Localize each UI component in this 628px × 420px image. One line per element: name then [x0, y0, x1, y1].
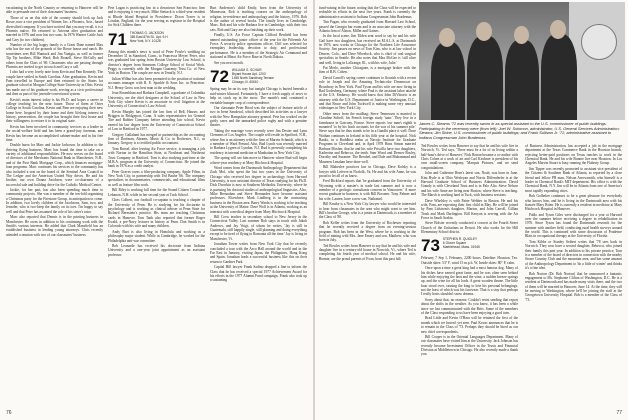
class-year-number: 72 [210, 66, 229, 86]
class-secretary-address [443, 238, 480, 250]
column-paragraph: Pete Logan is practicing law in a downtown San Francisco firm and is enjoying it very much. Mike Stettack is a third-year resident at Rhode Island Hospital in Providence. Dixon Tower is in London, England, for the year serving as registrar in the Hospital for Sick Children there. [108, 6, 205, 28]
column-paragraph: Sorry about that, no reasons: Couldn't resist sending that report about the shifts in the weather. As you know, it has been a while since we last communicated with the Brits. Some of the members of the Class responding to us have been enjoying a good turn. [421, 297, 518, 315]
column-paragraph: Those of us on this side of the country should look up Jack Rosse, now a vice president of Warner, Inc. a Phoenix, Ariz., based diversified company. If you have noticed that you may recall, it is a Phoenix native. He returned to Arizona after graduation and married in 1976 and now has two sons. In 1976 Warner Cattle Jack and Cary (to two children). [6, 15, 103, 42]
column-paragraph: Number of the big happy family is a Great Dane named Max who has the run of the grounds of the Rosse house and ranch. He sometimes sees Bill Wantuck and Jim Vanigia, as well as former Tip Tip brothers, Mike Ward, Bob Boutell, Steve McCully and others from the Class of '69. Classmates who are passing through Phoenix are invited to get in touch and Cary a call. [6, 43, 103, 69]
column-paragraph: Pat Merlo, another Chicagoan, is a mortgage broker with the firm of R.B. Cohen. [319, 66, 416, 75]
secretary-address-line: 365 East 87th St., Apt. 9-H [129, 34, 168, 39]
column-paragraph: Ted Bowles writes from Hanover to say that he and his wife and daughter live in a century-old house in Norwich, Vt., where Ted is completing his fourth year of medical school. He and his wife, Bonnie, are the proud parents of Evan, born this past fall. [319, 243, 416, 261]
column-paragraph: Capital Hill lawyer Frank Sadino dropped a line to inform the Class that he has received a special 1977 Achievement Award for his efforts in the 1977 Alumni Fund campaign. Frank also took up a sustaining [210, 265, 307, 283]
column-paragraph: Other news from the mailbag: Steve Tennessen is married to Claudine Soltoff, his French foreign study 'tutor.' They live in a farmhouse in Gascony, France. Steve reports 'our man's eighth is mounted' 'to by his book accounts for the war of his summer pile.' Steve says that he thus stands to be in a Gandhi place it well. Dave Wathan continues in Ireland in his fifth year at the hospital. Nick Banks, in a Buddhist realm at Navajo Institute for Graduate Programs in Cleveland and, in April 1978 Hans Simon married Barbara Mosher, that he and his wife Priscilla have two daughters, Katherine and Rebecca, the tenth. Sam Wood and Denver Bosley, Dorothy and Suzanne. The Breubel, and Dale and Muhammad and Maureen Lenahan have done well. [319, 111, 416, 164]
class-year-heading [108, 29, 205, 49]
secretary-name: THOMAS G. JACKSON [129, 30, 164, 35]
column-paragraph: Kevin Murphy has joined the law firm of Bell, Hauser, and Briggen in Bridgeport, Conn. A sales representative for General Tire and Rubber Company before attending law school, Kevin earned his law degree from the University of Connecticut School of Law in Hartford in 1977. [108, 109, 205, 132]
column-paragraph: Bob Keller writes from the University of Rochester reporting that he recently received a degree from an evening-session program. Bob has been in the West, where he is working in the field of mining with Mrs. Jane Emery and son, Matthew, who was born in July. [319, 220, 416, 243]
left-column-3 [210, 6, 307, 406]
class-year-number: 73 [421, 236, 440, 256]
column-paragraph: Bob Golbeker continues to be a great pleasure for everybody who knows him, and he is living in the Dartmouth area with his fiancée Mary Brien. He is currently a resident in medicine at Mary Hitchcock Hospital in Hanover. [525, 194, 622, 212]
photo-caption: James C. Stearns '72 was recently sworn in as special assistant to the U.S. commissioner of public buildings. Participating in the ceremony were (from left): Joel W. Solomon, administrator, U.S. General Services Administration; Stearns; Jim Shine, U.S. commissioner of public buildings; and Frank Sullivan Jr. '72, administrative assistant to Indiana Congressman John Brademas. [419, 121, 620, 141]
column-paragraph: Tim Pagan, who recently graduated from Harvard Law School, passed the Georgia bar exam and is an associate attorney with the Atlanta firm of Alston, Miller and Gaines. [319, 20, 416, 33]
secretary-address-line: Chicago, Ill. 60610 [231, 79, 259, 84]
column-paragraph: Jim Tipper was recently promoted to assistant vice president of the Citizens & Southern Bank of Atlanta, as reported by a close friend and fellow PR man, Nelson Arrowsmith, who himself is a leader in Chemical Bank's MIT department. His office is with the Chemical Bank, N.Y. Jim will be in Atlanta from one of America's most rapidly expanding cities. [525, 166, 622, 193]
column-paragraph: Bob Norton (Dr. Bob Norton) that he announced a fantastic engagement to Ms. Stephanie Clifton of Washington, D.C. He is a resident at Dartmouth and has made many visits there, and the two of them will be married in Hanover, June 14. At the time, they will be moving to Washington, where he'll be joining the staff at the Georgetown University Hospital. Bob is a member of the Class of '73. [525, 271, 622, 302]
column-paragraph: Kevin has been involved in community services as a leader in the social-welfare field and has been a grand-jury foreman, and Kevin has become an accomplished cabinet-maker and in his free time. [6, 124, 103, 142]
column-paragraph: Bill Cooper is in the Oriental Languages Department. Many of our classmates have visited him at the University. Jack Johnson has recently become Investment Officer in the Trusts and Financial Division at Middletown in Chicago. He also recently made a thank you. [421, 335, 518, 357]
column-paragraph: Dave Whelsley is with Paine Webber in Boston. He and his wife, Pam, are expecting their first child in May. He will be joined by Pam Lidstrom's daughter, Marion, and John Carroll, Gillian Trask and Mark Darlington. Bill Kenyon is serving with the Air Force in Saudi Arabia. [421, 198, 518, 220]
column-paragraph: Among this month's news is word of Peter Fowle's wedding on December 31 in Stamford, Conn., to Francesca Meyer. Peter, who was graduated last spring from Boston University Law School, is director's degree from Simmons College School of Social Work. Peggy is currently with the Morgan Guaranty Trust Co. of New York in Boston. The couple are now in Tenafly, N.J. [108, 49, 205, 76]
column-paragraph: Gregory Gallalanti has merged in partnership as the accounting firm of Dorfman, Abrams, Music & Co. in Rochester, N.J., as January. Gregory is a certified public accountant. [108, 132, 205, 146]
secretary-address-line: New York, N.Y. 10128 [129, 38, 161, 43]
right-page [315, 0, 628, 420]
column-paragraph: Bill Blakeslee practices law in Chicago, Dave Kolsky is a lawyer with Lefevre in Norfolk, Va. He and his wife Anne, he was proud to let all of us know. [319, 165, 416, 178]
seal-emblem [581, 24, 617, 60]
column-paragraph: Burt Anderson's child Emily, born from the University of Minnesota, Rob is teaching courses on the anthropology of religion, in-residence and anthropology and the history, 1976. Rob is the author of several books. The family lives in Cambridge, Mass. Rob and his wife Barbara live in Cambridge, with their two cats. Rob and Gary are also finishing up their work. [210, 6, 307, 32]
column-paragraph: Taking the marriage vows recently were Jim Dexter and Lynn Clements of Los Angeles. The couple will reside in Spofford, N.H., where Jim is an attorney with the firm of Marvin Schmidt, which is a member of Ward Freund. Also, Bud Lynch was recently married to Barbara Lygren of Lyndon, N.J. Bud is presently completing his residency in internal medicine at Manhattan in New York City. [210, 128, 307, 155]
column-paragraph: Chris Colbert, our football co-captain is teaching a chapter of the University of Penn. He is studying for his doctorate in psychology and is working as clinical adviser at Penn State for Richard Bernstein's practice. His team are teaching Christmas cards in Hanover. Tom Tank also reported that former Roger Ewald, a pre-Navy lecturer in history at Penn. Don Smith is in Colorado with his wife and many children. [108, 198, 205, 229]
column-paragraph: Jean Rosenblum and Barbara Campbell, a graduate of Columbia University, are the chief designers at the School of Law in New York City where Kevin is an associate in civil litigation at the University of Connecticut's Law School. [108, 91, 205, 109]
column-paragraph: Kevin's main interest today is his Ph.D. and hopes a career in college teaching for the near future. Those of them at Oster College in South Carolina. Kevin and Pam are enjoying their new home here. Inspired by their home and their lifelong interest in history, preservation, the couple has brought their first house and their willingness to restore it to its original state. [6, 97, 103, 124]
column-paragraph: of Business Administration, has accepted a job in the mortgage department at the Texas Commerce Bank in the Houston branch, rejecting better-paid positions on Texas ranches to work in the Chemical Bank. He and his wife Bonnie live near Houston. In Los Angeles Marvin Stuart is busy running the Flaherty Group. [525, 144, 622, 166]
secretary-address-line: Marblehead, Mass. 01945 [442, 245, 480, 250]
column-paragraph: Spring may be on its way but tonight Chicago is buried beneath a mid-winter blizzard. Fortunately, I have a fresh supply of news to help us stock up in the snow. The month's mail contained a veritable bumper crop of correspondence. [210, 87, 307, 105]
column-paragraph: John and Catherine Horn's latest son, Noah, was born in June. Kim Hyde is at Ohio Wesleyan and Norris Diffenderfer is at the Harvard Graduate School of Business Administration. David Grandy is with Cleveland Trust and is in Palo Alto. Steve Nelson and his wife Anne are living near Boston, where Steve is teaching. The Marsh is working hard at Tuck, with business sessions. [421, 171, 518, 197]
column-paragraph: fund-raising in the future, noting that the Class will be expected to redouble its efforts in the next five years. Frank is currently the administrative assistant to Indiana Congressman John Brademas. [319, 6, 416, 19]
right-column-2 [421, 144, 518, 414]
left-column-2 [108, 6, 205, 406]
secretary-name: WILLIAM G. SCHUR [231, 67, 262, 72]
column-paragraph: Ted Bowles writes from Hanover to say that he and his wife live in Norwich, Vt. Ted says, 'There must be a lot of us living within a half-hour's drive of Hanover.' Nick Ronan became a co-author with Chris Cohen at a work of art and Carl Kirchner is president of his own small-screen company, 'Marquis Pictures,' and we send congratulations. [421, 144, 518, 170]
class-secretary-address [130, 32, 168, 44]
secretary-address-line: 1455 North Sandburg Terrace [231, 75, 274, 80]
column-paragraph: Fred Bickford reports that 'he graduated from the University of Wyoming with a master's in trade last summer and is now a member of a geologic consultants concern in Vancouver.' A more recent graduate in business is with Bill Bocaner. Tony Palmer and his wife, Lauren, have a new son, Nathaniel. [319, 179, 416, 201]
column-paragraph: Our classmate Peter Hood was the subject of feature article of two in Irene Sandoval, which described his activities as a lawyer with the New Hampshire attorney general. Pete has worked on the grisly cases and the unmarked police rugby and with a genuine theater. [210, 106, 307, 128]
column-paragraph: Peter Graves owns a film-producing company, Apple Films, in New York City, in partnership with Ted Bauhe '66. The company specializes in documentaries, commercials, and educational films as well as feature film work. [108, 169, 205, 187]
left-page [0, 0, 313, 420]
column-paragraph: Word comes from the Dartmouth Anthropology Department that Zack Mol, who spent the last two years in the University of Chicago who received her degree in archaeology from Harvard University, is now assistant director of Texas studying for his Ph.D. Dick Dworkin is now at Southern Methodist University, where he is pursuing his doctoral studies of anthropological linguistics. Also, Mike Bresnahan and Steve Hernandez have become assistant professors. Elsewhere, Mark Lindberg is in the contracting business in the Boston area. Barry Warda is working to be teaching at the University of Maine. Dave Wolf is in Atlanta, working as an internist with a medical degree from Mary Hitchcock Hospital. [210, 166, 307, 214]
column-paragraph: Marc also reported that Dennis is in the printing business in Manchester. He owns in addition to his continuing work with the Smith's various interests. He added that Clark Mansfield has an established business in lending young attorneys. Chris recently attended a reunion with two of our classmates' business. [6, 215, 103, 237]
secretary-name: STEPHEN R. QUIGLEY [442, 237, 478, 242]
column-paragraph: Tom Kibbe or Stanley Seibert writes that '78 sees back in Norwich. They now have a second daughter, Rebecca, who joined their family this past year. In addition to his private practice, Tom is a member of the board of directors in connection with the nearby Stowe Country Club and the mountain area, and has some amount of the Anthropology Department to 'do a little of winter' and thinks it's a fine idea. [525, 239, 622, 271]
column-paragraph: February 7 Sep 1, February, 2200 hours, Dateline: Houston, Tex. Outside skies: 53° F, wind 15 m.p.h. W, Inside skies: 80° F, calm. [421, 256, 518, 265]
column-paragraph: In the local scene, Jim Tilden sent word to say he and his wife Gail have two daughters, has received an M.A.L.S. at Dartmouth in 1976, now works in Chicago for the Northern Life Assurance Society. Jim passes on news of Tom Kim, who is at law school in Denver, Colo., and Dave Wheelock, who is chief of oral surgical specialists in Seattle. He also notes that Max McGee is 'still alive and well, living in LaGrange, Ill., with his wife, Julie.' [319, 34, 416, 65]
column-paragraph: Tom Russel, after leaving Air Force service, is managing a job with Norton in the Hamilton State, at Northeast and Northeast Trust Company in Hartford. Tom is also studying part-time at the M.B.A. program at the University of Connecticut. He joined the bank in 1976 as a credit analyst. [108, 146, 205, 169]
left-column-1 [6, 6, 103, 406]
column-paragraph: David Carroll's saying career continues to flourish with a recent role in Joseph and the Amazing Technicolor Dreamcoat on Broadway in New York. Paul Tyson and his wife are now living in Bad Godesberg, Germany, where Paul is the assistant labor attaché at the U.S. Embassy. He would know that John DiVittorio is an attorney with the U.S. Department of Justice in Washington, D.C., and that Bruce and John Tuckwell is making some very unusual videotapes in New York City. [319, 75, 416, 111]
column-paragraph: Double hurra for Marc and Jackie Jacboson. In addition to the thriving flying business, Marc has found the time to take on a variety of additional responsibilities. He now serves on the board of directors of the Merchants National Bank in Manchester, N.H., and of the First Bank Mortgage Corp., which finances mortgage-loan programs. Marc continues his services to the community has also included a seat on the board of the Sentinel Area Council in The Ledger and the American United Way drives. He and his brother, our own Donna Jacobsen, were co-chairmen of a successful sale and building drive for the Catholic Medical Center. [6, 143, 103, 187]
column-paragraph: Jonathan Tower writes from New York City that he recently concluded a tour with the Arco Hall around the world and in the Far East in January, visiting Japan, the Philippines, Hong Kong and Spain. Jonathan leads a successful business like this on their return to Gardner Park. [210, 242, 307, 264]
page-number-right: 77 [616, 410, 622, 416]
column-paragraph: Andy Burt is also living in Honolulu and working as a philosophy major student. While in Cambridge, he worked for the Philadelphia anti-war committee. [108, 229, 205, 243]
right-column-1 [319, 6, 416, 414]
class-year-number: 71 [108, 29, 127, 49]
column-paragraph: Jackie, for her part, has also been spending much time to community projects. She was a member of the ten-fold organizing a Christmas party for the Firestone Group, in anticipation to come. In addition, two lovely children of the Jacobsons, Sam, two, and Jennifer, who is two-keep the family on its toes. I'm happy to say well and that Peter has assumed the role of his sister's tutor. [6, 188, 103, 214]
column-paragraph: Bill Krutke is a New York City lawyer who would be interested to hear from classmates in the area who might want to see him. Bill's brother George, who is a junior at Dartmouth, is a member of the Class of '80. [319, 202, 416, 220]
class-year-heading [210, 66, 307, 86]
column-paragraph: Bill Crow teaches in secondary school to New Jersey in the Connecticut Valley. Last summer Bob stays in touch with Jakob Andrews, and Jay Voigt, of whom he writes, 'Jay is still in Guatemala, still happily single, still planning and doing everything except to be tired of flying to Romania all the time.' Jay is living in Manchester, Vt. [210, 215, 307, 241]
right-column-3 [525, 144, 622, 414]
column-paragraph: vacationing in the North Country or returning to Hanover will be able to persuade one of their classmates' business. [6, 6, 103, 15]
column-paragraph: Bill Riley is working full time for the Sound Citizen Council in Lebanon, N.H. while in her second year at Tuck School. [108, 188, 205, 197]
column-paragraph: The spring will see him move to Hanover where Bud will begin a three-year residency at Mary Hitchcock Hospital. [210, 156, 307, 165]
column-paragraph: Pablo and Tyson Giles were discharged for a year at Harvard over the summer before receiving a degree in rehabilitation in 1976. Since Tyson has found the Dartmouth research for the summer with another field, conducting rural health surveys around the world. This is continued with some discussion of Prudence Blais in occupational therapy at the University of Florida. [525, 212, 622, 239]
class-secretary-address [232, 69, 274, 85]
column-paragraph: Steve Bolster recently conducted a concert at the Fourth Street Church of the Unitarians in Detroit. He also works for the Hill Elementary School district. [421, 221, 518, 235]
page-number-left: 76 [6, 410, 12, 416]
column-paragraph: Finally, U.S. Air Force Captain Clifford Benfield has been named outstanding junior officer of the year for the Fifteenth Air Force. A security police operations officer, Cliff was selected for exemplary leadership, devotion to duty, and professional performance. He is a member of the Strategic Air Command and stationed at Minot Air Force Base in North Dakota. [210, 33, 307, 59]
column-paragraph: See you next month. [214, 60, 244, 65]
secretary-address-line: Bryant House Apt. 1203 [231, 71, 266, 76]
class-year-heading [421, 236, 518, 256]
column-paragraph: Julian Wilbur has also been promoted to the position of national accounts manager with R. E. Sparkle & Sons Inc. in Princeton. N.J. Henry Gross was best man at the wedding. [108, 76, 205, 90]
column-paragraph: Brad Little and Kevin O'Hara will be retained the first of the month which we haven't yet seen. Paul Kovac announces that he is to remain in the Class of '73. Perhaps they should be hired as our new chief correspondents. [421, 316, 518, 334]
column-paragraph: Rob Leonarde has received his doctorate from Indiana University and a one-year joint appointment as an assistant professor. [108, 244, 205, 257]
column-paragraph: I also had a very lovely note from Kevin and Pam Kennedy. The couple have settled in South Carolina. After graduation, Kevin and Pam travelled in Europe and then returned to the States for graduate school at Morgan College State University in Ohio. Kevin has made use of his graduate work, serving as a civic professional and then as part of the juvenile-correctional system. [6, 70, 103, 97]
column-paragraph: Once upon a time a great king had a most famous dog. Many of his dishes have earned great fame, and he was often seen behind him while enjoying the heat and the wine, a sudden breeze springs up, and the wine for all his lords. A great wooden throne. The little boar stood over, causing the king to lose his personal belongings, not the least of which was his footwear. That is a stay that perhaps I really hosts shouldn't snow dreams. [421, 266, 518, 297]
secretary-address-line: 6 Glover Square [442, 241, 467, 246]
ceremony-photo [419, 2, 625, 120]
